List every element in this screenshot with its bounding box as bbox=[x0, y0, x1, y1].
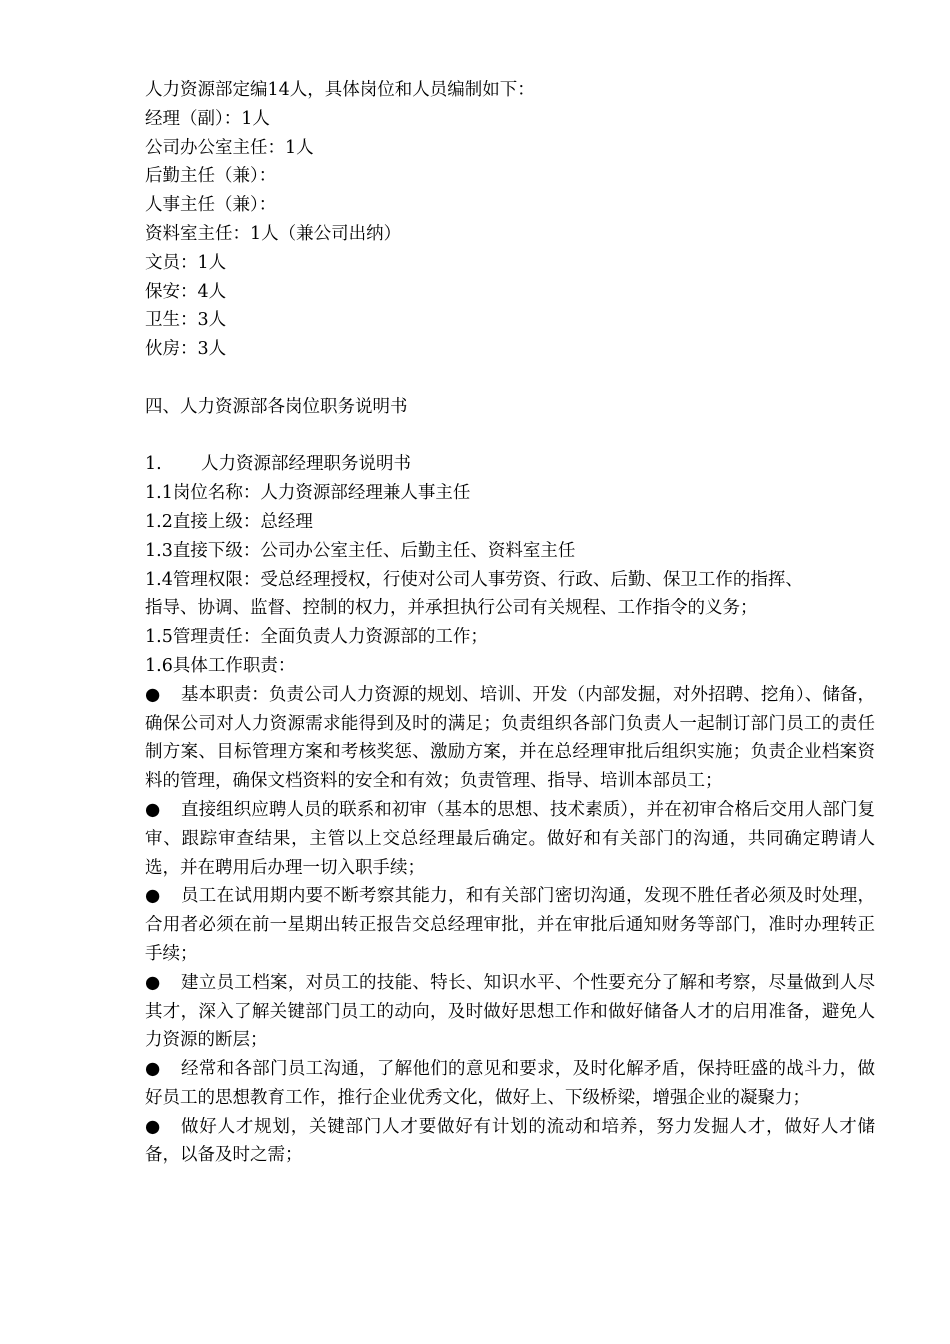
position-sanitation: 卫生：3人 bbox=[145, 310, 227, 331]
duty-text-basic: 基本职责：负责公司人力资源的规划、培训、开发（内部发掘，对外招聘、挖角）、储备，确保公司对人力资源需求能得到及时的满足；负责组织各部门负责人一起制订部门员工的责任制方案、目标管理方案和考核奖惩、激励方案，并在总经理审批后组织实施；负责企业档案资料的管理，确保文档资料的安全和有效；负责管理、指导、培训本部员工； bbox=[145, 684, 875, 792]
spec-item-direct-subordinates: 1.3直接下级：公司办公室主任、后勤主任、资料室主任 bbox=[145, 540, 576, 561]
position-archive-director: 资料室主任：1人（兼公司出纳） bbox=[145, 223, 402, 244]
bullet-icon: ● bbox=[145, 799, 161, 820]
section-heading: 四、人力资源部各岗位职务说明书 bbox=[145, 396, 408, 417]
duty-text-talent-planning: 做好人才规划，关键部门人才要做好有计划的流动和培养，努力发掘人才，做好人才储备，以备及时之需； bbox=[145, 1116, 875, 1166]
duty-text-communication: 经常和各部门员工沟通，了解他们的意见和要求，及时化解矛盾，保持旺盛的战斗力，做好员工的思想教育工作，推行企业优秀文化，做好上、下级桥梁，增强企业的凝聚力； bbox=[145, 1059, 875, 1108]
bullet-icon: ● bbox=[145, 1059, 161, 1080]
duty-list-item bbox=[145, 969, 875, 1055]
spec-item-authority-line2: 指导、协调、监督、控制的权力，并承担执行公司有关规程、工作指令的义务； bbox=[145, 598, 758, 619]
blank-line bbox=[145, 364, 875, 393]
duty-list-item bbox=[145, 882, 875, 968]
position-clerk: 文员：1人 bbox=[145, 252, 227, 273]
spec-title-text: 人力资源部经理职务说明书 bbox=[201, 454, 411, 475]
spec-item-position-name: 1.1岗位名称：人力资源部经理兼人事主任 bbox=[145, 483, 471, 504]
duty-list-item bbox=[145, 1113, 875, 1171]
spec-number: 1. bbox=[145, 454, 162, 475]
document-page bbox=[145, 76, 875, 1170]
spec-item-authority-line1: 1.4管理权限：受总经理授权，行使对公司人事劳资、行政、后勤、保卫工作的指挥、 bbox=[145, 569, 803, 590]
duty-text-probation: 员工在试用期内要不断考察其能力，和有关部门密切沟通，发现不胜任者必须及时处理，合用者必须在前一星期出转正报告交总经理审批，并在审批后通知财务等部门，准时办理转正手续； bbox=[145, 886, 875, 964]
position-kitchen: 伙房：3人 bbox=[145, 339, 227, 360]
duty-text-records: 建立员工档案，对员工的技能、特长、知识水平、个性要充分了解和考察，尽量做到人尽其才，深入了解关键部门员工的动向，及时做好思想工作和做好储备人才的启用准备，避免人力资源的断层； bbox=[145, 972, 875, 1051]
position-security: 保安：4人 bbox=[145, 281, 227, 302]
duty-list-item bbox=[145, 796, 875, 882]
spec-title bbox=[145, 450, 875, 479]
bullet-icon: ● bbox=[145, 1116, 161, 1137]
position-personnel-director: 人事主任（兼）： bbox=[145, 195, 277, 216]
position-office-director: 公司办公室主任：1人 bbox=[145, 137, 314, 158]
position-logistics-director: 后勤主任（兼）： bbox=[145, 166, 277, 187]
duty-text-recruitment: 直接组织应聘人员的联系和初审（基本的思想、技术素质），并在初审合格后交用人部门复审、跟踪审查结果，主管以上交总经理最后确定。做好和有关部门的沟通，共同确定聘请人选，并在聘用后办理一切入职手续； bbox=[145, 799, 875, 878]
position-manager: 经理（副）：1人 bbox=[145, 108, 270, 129]
spec-duties-heading: 1.6具体工作职责： bbox=[145, 655, 296, 676]
spec-item-direct-superior: 1.2直接上级：总经理 bbox=[145, 511, 313, 532]
bullet-icon: ● bbox=[145, 886, 161, 907]
duty-list-item bbox=[145, 681, 875, 796]
blank-line bbox=[145, 422, 875, 451]
bullet-icon: ● bbox=[145, 972, 161, 993]
staffing-intro: 人力资源部定编14人，具体岗位和人员编制如下： bbox=[145, 80, 535, 100]
bullet-icon: ● bbox=[145, 684, 161, 705]
spec-item-responsibility: 1.5管理责任：全面负责人力资源部的工作； bbox=[145, 627, 488, 648]
duty-list-item bbox=[145, 1055, 875, 1113]
